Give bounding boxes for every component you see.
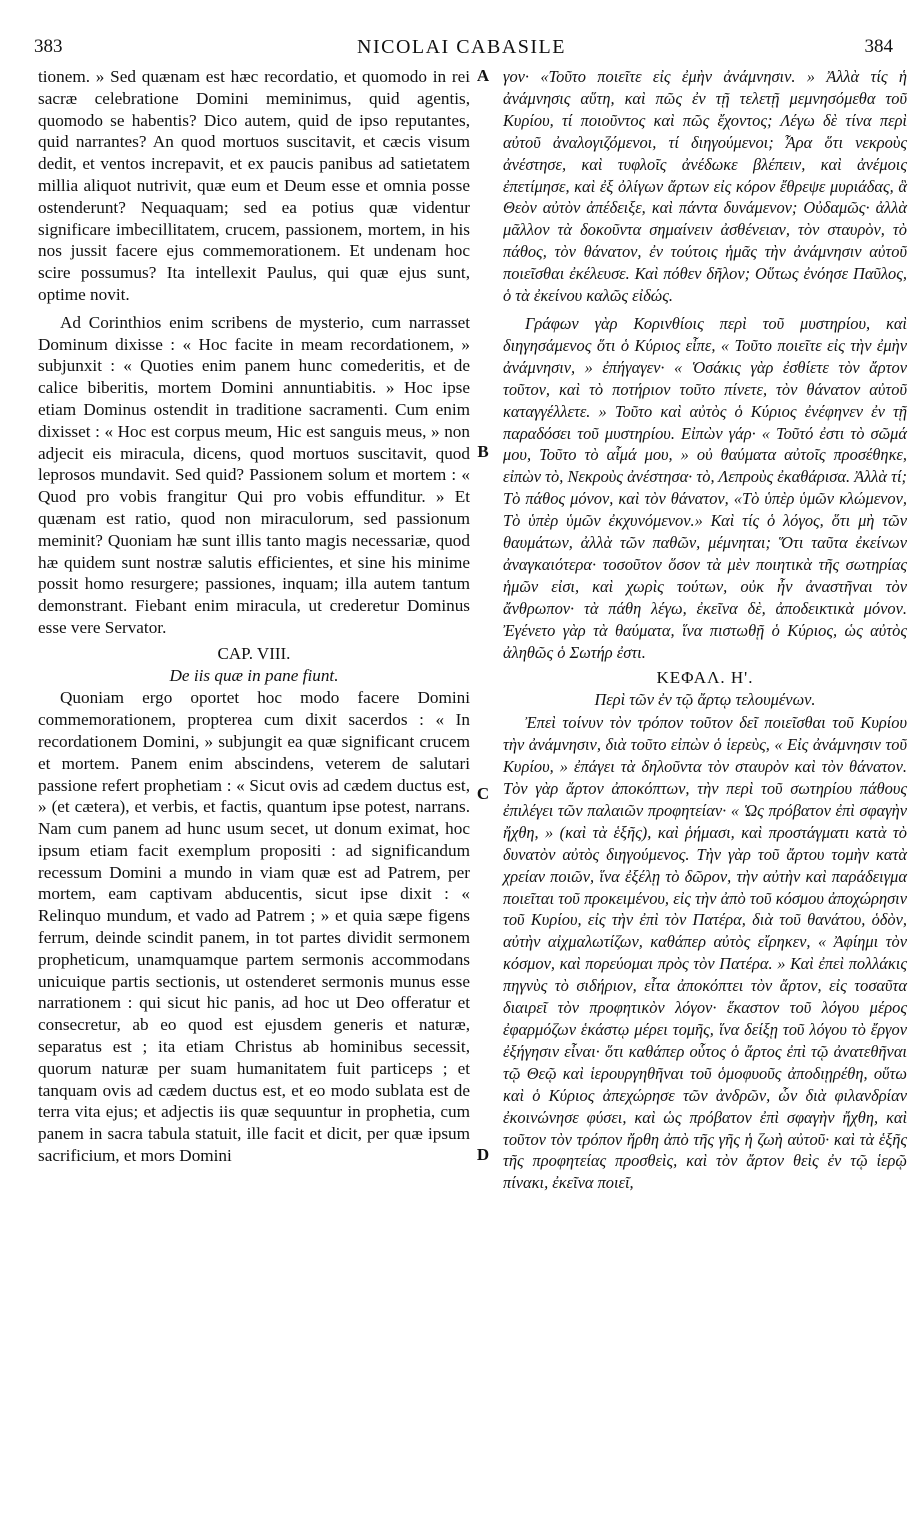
latin-paragraph-1: tionem. » Sed quænam est hæc recordatio, et quomodo in rei sacræ celebratione Domini meminimus, quid agentis, quomodo se habentis? Dico autem, quid de ipso reputantes, quid narrantes? An quod mortuos suscitavit, et cæcis visum dedit, et ventos increpavit, et ex paucis panibus ad satietatem millia aliquot nutrivit, quæ eum et Deum esse et omnia posse ostenderunt? Nequaquam; sed ea potius quæ videntur significare imbecillitatem, crucem, passionem, mortem, in his nos jussit facere ejus commemorationem. Et undenam hoc scire possumus? Ita intellexit Paulus, qui quæ ejus sunt, optime novit. xyxy=(38,67,470,304)
page-number-right: 384 xyxy=(864,36,893,57)
latin-paragraph-3: Quoniam ergo oportet hoc modo facere Domini commemorationem, propterea cum dixit sacerdos : « In recordationem Domini, » subjungit ea quæ significant crucem et mortem. Panem enim abscindens, veterem de salutari passione refert prophetiam : « Sicut ovis ad cædem ductus est, » (et cætera), et verbis, et factis, quantum ipse potest, narrans. Nam cum panem ad hunc usum secet, ut donum eximat, hoc ipsum etiam facit exemplum propositi : ad significandum recessum Domini a mundo in viam quæ est ad Patrem, per mortem, eam captivam abducentis, sicut ipse dixit : « Relinquo mundum, et vado ad Patrem ; » et quia sæpe figens ferrum, deinde scindit panem, in tot partes dividit sermonem propheticum, unamquamque partem sermonis accommodans unicuique partis sectionis, ut ostenderet sermonis munus esse narrationem : qui sicut hic panis, ad hoc ut Deo offeratur et consecretur, ab eo quod est ejusdem generis et naturæ, separatus est ; ita etiam Christus ab hominibus secessit, quorum naturæ per suam humanitatem fuit particeps ; et tanquam ovis ad cædem ductus est, et eo modo sublata est de terra vita ejus; et adjectis iis quæ sequuntur in prophetia, cum panem in sacra tabula statuit, ille facit et dicit, per quæ ipsum sacrificium, et mors Domini xyxy=(38,688,470,1166)
latin-chapter-heading: CAP. VIII. xyxy=(217,643,291,663)
latin-paragraph-2: Ad Corinthios enim scribens de mysterio, cum narrasset Dominum dixisse : « Hoc facite in meam recordationem, » subjunxit : « Quoties enim panem hunc comederitis, et de calice biberitis, mortem Domini annuntiabitis. » Hoc ipse etiam Dominus ostendit in traditione sacramenti. Cum enim dixisset : « Hoc est corpus meum, Hic est sanguis meus, » non adjecit eis miracula, dicens, quod mortuos suscitavit, quod leprosos mundavit. Sed quid? Passionem solum et mortem : « Quod pro vobis frangitur Qui pro vobis effunditur. » Et quænam est ratio, quod non miraculorum, sed passionum meminit? Quoniam hæ sunt illis tanto magis necessariæ, quod hæ quidem sunt nostræ salutis efficientes, et sine his minime possit homo resurgere; passiones, inquam; illa autem tantum demonstrant. Fiebant enim miracula, ut crederetur Dominus esse vere Servator. xyxy=(38,312,470,637)
margin-mark-c: C xyxy=(476,784,490,803)
latin-chapter-subtitle: De iis quæ in pane fiunt. xyxy=(169,665,339,685)
greek-paragraph-1: γον· «Τοῦτο ποιεῖτε εἰς ἐμὴν ἀνάμνησιν. » Ἀλλὰ τίς ἡ ἀνάμνησις αὕτη, καὶ πῶς ἐν τῇ τελετῇ μεμνησόμεθα τοῦ Κυρίου, τί ποιοῦντος καὶ πῶς ἔχοντος; Λέγω δὲ τίνα περὶ αὐτοῦ ἀναλογιζόμενοι, τί διηγούμενοι; Ἆρα ὅτι νεκροὺς ἀνέστησε, καὶ τυφλοῖς ἀνέδωκε βλέπειν, καὶ ἀνέμοις ἐπετίμησε, καὶ ἐξ ὀλίγων ἄρτων εἰς κόρον ἔθρεψε μυριάδας, ἃ Θεὸν αὐτὸν ἀπέδειξε, καὶ πάντα δυνάμενον; Οὐδαμῶς· ἀλλὰ μᾶλλον τὰ δοκοῦντα σημαίνειν ἀσθένειαν, τὸν σταυρὸν, τὸ πάθος, τὸν θάνατον, ἐν τούτοις ἡμᾶς τὴν ἀνάμνησιν αὐτοῦ ποιεῖσθαι ἐκέλευσε. Καὶ πόθεν δῆλον; Οὕτως ἐνόησε Παῦλος, ὁ τὰ ἐκείνου καλῶς εἰδώς. xyxy=(503,67,907,306)
margin-mark-d: D xyxy=(476,1145,490,1164)
margin-mark-a: A xyxy=(476,66,490,85)
greek-chapter-subtitle: Περὶ τῶν ἐν τῷ ἄρτῳ τελουμένων. xyxy=(594,690,816,710)
page-header xyxy=(0,36,923,62)
margin-mark-b: B xyxy=(477,442,489,461)
greek-paragraph-3: Ἐπεὶ τοίνυν τὸν τρόπον τοῦτον δεῖ ποιεῖσθαι τοῦ Κυρίου τὴν ἀνάμνησιν, διὰ τοῦτο εἰπὼν ὁ ἱερεὺς, « Εἰς ἀνάμνησιν τοῦ Κυρίου, » ἐπάγει τὰ δηλοῦντα τὸν σταυρὸν καὶ τὸν θάνατον. Τὸν γὰρ ἄρτον ἀποκόπτων, τὴν περὶ τοῦ σωτηρίου πάθους ἐπιλέγει τῶν παλαιῶν προφητείαν· « Ὡς πρόβατον ἐπὶ σφαγὴν ἤχθη, » (καὶ τὰ ἑξῆς), καὶ ῥήμασι, καὶ προστάγματι κατὰ τὸ δυνατὸν αὐτὸς διηγούμενος. Τὴν γὰρ τοῦ ἄρτου τομὴν κατὰ χρείαν ποιῶν, ἵνα ἐξέλῃ τὸ δῶρον, τὴν αὐτὴν καὶ παράδειγμα ποιεῖται τοῦ προκειμένου, εἰς τὴν ἀπὸ τοῦ κόσμου ἀποχώρησιν τοῦ Κυρίου, εἰς τὴν ἐπὶ τὸν Πατέρα, διὰ τοῦ θανάτου, ὁδὸν, αὐτὴν αἰχμαλωτίζων, καθάπερ αὐτὸς εἴρηκεν, « Ἀφίημι τὸν κόσμον, καὶ πορεύομαι πρὸς τὸν Πατέρα. » Καὶ ἐπεὶ πολλάκις πηγνὺς τὸ σιδήριον, εἶτα ἀποκόπτει τὸν ἄρτον, εἰς τοσαῦτα διαιρεῖ τὸν προφητικὸν λόγον· ἕκαστον τοῦ λόγου μέρος ἐφαρμόζων ἑκάστῳ μέρει τομῆς, ἵνα δείξῃ τοῦ λόγου τὸ ἔργον ἐξήγησιν εἶναι· ὅτι καθάπερ οὗτος ὁ ἄρτος ἐπὶ τῷ ἀνατεθῆναι τῷ Θεῷ καὶ ἱερουργηθῆναι τοῦ ὁμοφυοῦς ἀποδιῃρέθη, οὕτω καὶ ὁ Κύριος ἀπεχώρησε τῶν ἀνδρῶν, ὧν διὰ φιλανδρίαν ἐκοινώνησε φύσει, καὶ ὡς πρόβατον ἐπὶ σφαγὴν ἤχθη, καὶ τοῦτον τὸν τρόπον ἤρθη ἀπὸ τῆς γῆς ἡ ζωὴ αὐτοῦ· καὶ τὰ ἑξῆς τῆς προφητείας προσθεὶς, καὶ τὸν ἄρτον θεὶς ἐν τῷ ἱερῷ πίνακι, ἐκεῖνα ποιεῖ, xyxy=(503,713,907,1193)
greek-column xyxy=(503,66,907,1194)
greek-paragraph-2: Γράφων γὰρ Κορινθίοις περὶ τοῦ μυστηρίου, καὶ διηγησάμενος ὅτι ὁ Κύριος εἶπε, « Τοῦτο ποιεῖτε εἰς τὴν ἐμὴν ἀνάμνησιν, » ἐπήγαγεν· « Ὁσάκις γὰρ ἐσθίετε τὸν ἄρτον τοῦτον, καὶ τὸ ποτήριον τοῦτο πίνετε, τὸν θάνατον αὐτοῦ καταγγέλλετε. » Τοῦτο καὶ αὐτὸς ὁ Κύριος ἐνέφηνεν ἐν τῇ παραδόσει τοῦ μυστηρίου. Εἰπὼν γάρ· « Τοῦτό ἐστι τὸ σῶμά μου, Τοῦτο τὸ αἷμά μου, » οὐ θαύματα αὐτοῖς προσέθηκε, εἰπὼν τὸ, Νεκροὺς ἀνέστησα· τὸ, Λεπροὺς ἐκαθάρισα. Ἀλλὰ τί; Τὸ πάθος μόνον, καὶ τὸν θάνατον, «Τὸ ὑπὲρ ὑμῶν κλώμενον, Τὸ ὑπὲρ ὑμῶν ἐκχυνόμενον.» Καὶ τίς ὁ λόγος, ὅτι μὴ τῶν θαυμάτων, ἀλλὰ τῶν παθῶν, μέμνηται; Ὅτι ταῦτα ἐκείνων ἀναγκαιότερα· τοσοῦτον ὅσον τὰ μὲν ποιητικὰ τῆς σωτηρίας ἡμῶν εἰσι, καὶ χωρὶς τούτων, οὐκ ἦν ἀναστῆναι τὸν ἄνθρωπον· τὰ πάθη λέγω, ἐκεῖνα δὲ, ἀποδεικτικὰ μόνον. Ἐγένετο γὰρ τὰ θαύματα, ἵνα πιστωθῇ ὁ Κύριος, ὡς αὐτὸς ἀληθῶς ὁ Σωτήρ ἐστι. xyxy=(503,313,907,662)
latin-column xyxy=(38,66,470,1167)
greek-chapter-heading: ΚΕΦΑΛ. Η'. xyxy=(656,668,754,688)
running-title: NICOLAI CABASILE xyxy=(357,36,566,58)
page-number-left: 383 xyxy=(34,36,63,57)
